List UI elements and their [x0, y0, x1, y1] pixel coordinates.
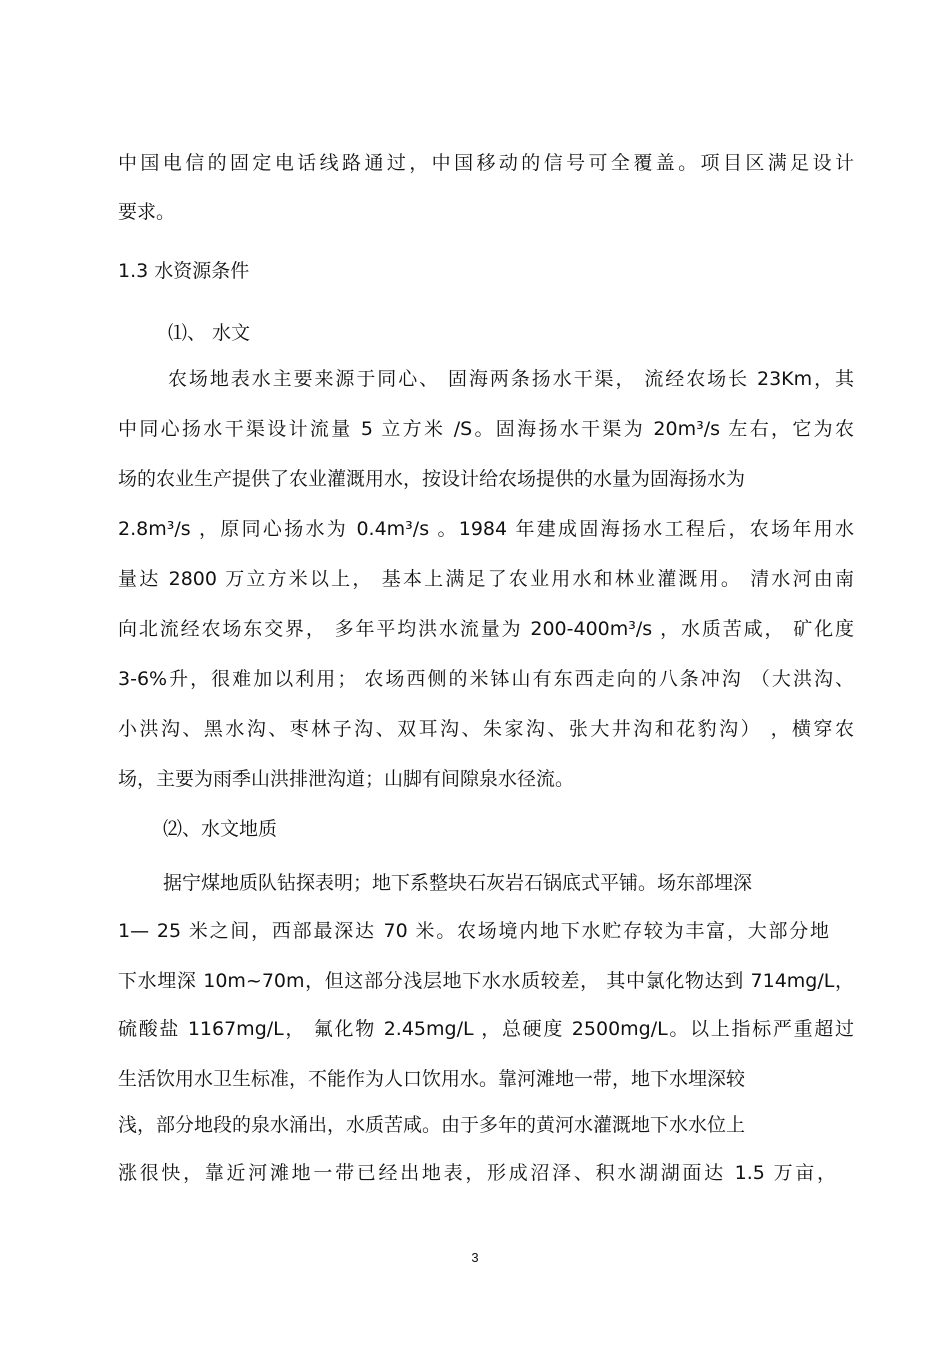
- body-line: 据宁煤地质队钻探表明；地下系整块石灰岩石锅底式平铺。场东部埋深: [163, 872, 753, 894]
- body-line: 中国电信的固定电话线路通过，中国移动的信号可全覆盖。项目区满足设计: [118, 152, 854, 174]
- body-line: 量达 2800 万立方米以上， 基本上满足了农业用水和林业灌溉用。 清水河由南: [118, 568, 854, 590]
- body-line: 农场地表水主要来源于同心、 固海两条扬水干渠， 流经农场长 23Km，其: [168, 368, 854, 390]
- page-number: 3: [471, 1250, 479, 1265]
- body-line: 硫酸盐 1167mg/L， 氟化物 2.45mg/L ，总硬度 2500mg/L。以上指标严重超过: [118, 1018, 854, 1040]
- subsection-heading: ⑴、 水文: [168, 322, 251, 344]
- section-heading: 1.3 水资源条件: [118, 260, 250, 282]
- body-line: 1— 25 米之间，西部最深达 70 米。农场境内地下水贮存较为丰富，大部分地: [118, 920, 829, 942]
- body-line: 3-6%升，很难加以利用； 农场西侧的米钵山有东西走向的八条冲沟 （大洪沟、: [118, 668, 854, 690]
- body-line: 涨很快，靠近河滩地一带已经出地表，形成沼泽、积水湖湖面达 1.5 万亩，: [118, 1162, 836, 1184]
- body-line: 下水埋深 10m~70m，但这部分浅层地下水水质较差， 其中氯化物达到 714mg/L，: [118, 970, 854, 992]
- subsection-heading: ⑵、水文地质: [163, 818, 278, 840]
- body-line: 小洪沟、黑水沟、枣林子沟、双耳沟、朱家沟、张大井沟和花豹沟） ，横穿农: [118, 718, 854, 740]
- body-line: 向北流经农场东交界， 多年平均洪水流量为 200-400m³/s ，水质苦咸， 矿化度: [118, 618, 854, 640]
- body-line: 要求。: [118, 201, 176, 223]
- body-line: 场的农业生产提供了农业灌溉用水，按设计给农场提供的水量为固海扬水为: [118, 468, 746, 490]
- body-line: 中同心扬水干渠设计流量 5 立方米 /S。固海扬水干渠为 20m³/s 左右，它为农: [118, 418, 854, 440]
- body-line: 2.8m³/s ，原同心扬水为 0.4m³/s 。1984 年建成固海扬水工程后，农场年用水: [118, 518, 854, 540]
- body-line: 生活饮用水卫生标准，不能作为人口饮用水。靠河滩地一带，地下水埋深较: [118, 1068, 746, 1090]
- body-line: 浅，部分地段的泉水涌出，水质苦咸。由于多年的黄河水灌溉地下水水位上: [118, 1114, 746, 1136]
- body-line: 场，主要为雨季山洪排泄沟道；山脚有间隙泉水径流。: [118, 768, 575, 790]
